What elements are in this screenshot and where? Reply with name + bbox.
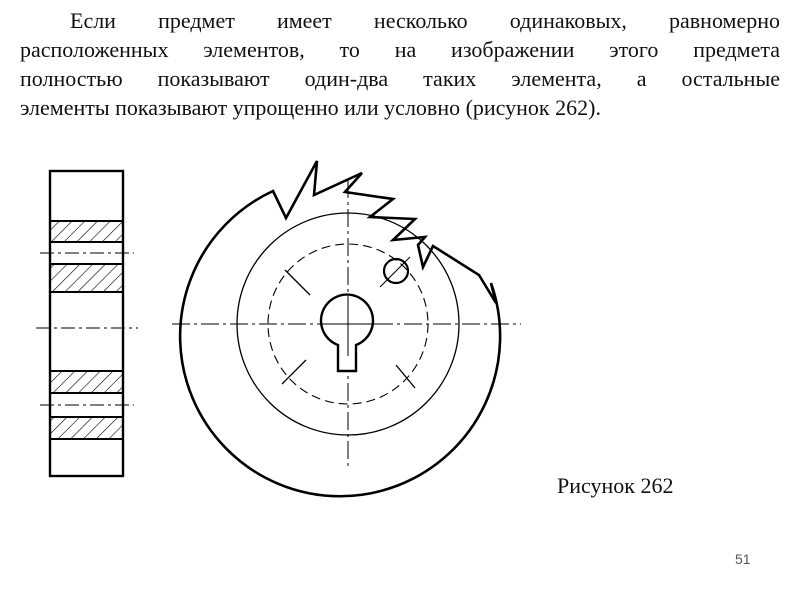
page-number: 51 xyxy=(735,551,751,567)
figure-caption: Рисунок 262 xyxy=(557,473,674,498)
simplified-hole-mark xyxy=(396,365,415,388)
hatched-section xyxy=(50,417,123,439)
side-section-view xyxy=(36,171,138,476)
paragraph-line: расположенных элементов, то на изображении этого предмета xyxy=(20,37,780,62)
paragraph-line: полностью показывают один-два таких элемента, а остальные xyxy=(20,66,780,91)
bore-with-keyway xyxy=(321,295,373,371)
simplified-hole-mark xyxy=(282,360,306,384)
front-view xyxy=(172,161,521,496)
hatched-section xyxy=(50,221,123,242)
simplified-hole-mark xyxy=(285,270,310,295)
hatched-section xyxy=(50,371,123,393)
paragraph-line: элементы показывают упрощенно или условно (рисунок 262). xyxy=(20,95,601,120)
hatched-section xyxy=(50,264,123,292)
paragraph-line: Если предмет имеет несколько одинаковых, равномерно xyxy=(70,8,780,33)
